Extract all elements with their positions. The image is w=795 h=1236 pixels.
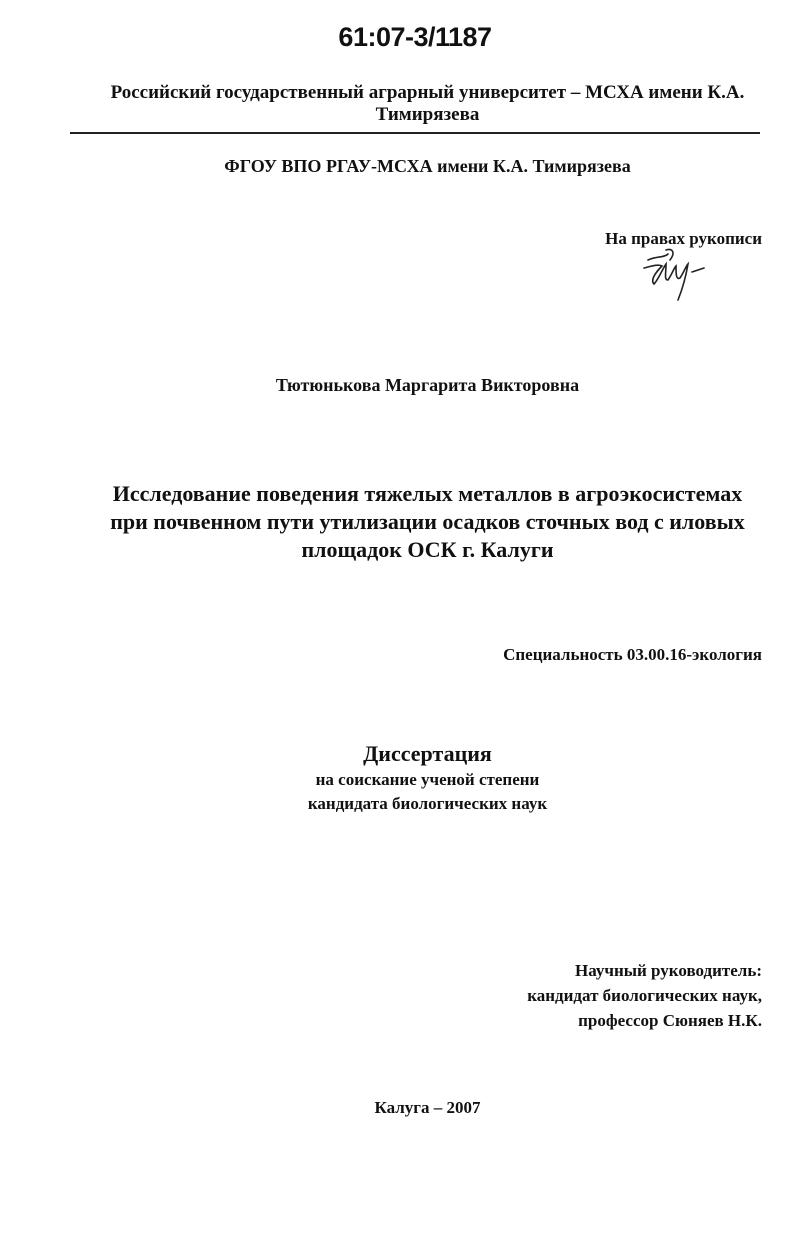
institution-name: ФГОУ ВПО РГАУ-МСХА имени К.А. Тимирязева bbox=[224, 156, 631, 176]
archive-code: 61:07-3/1187 bbox=[338, 22, 492, 52]
university-line-1: Российский государственный аграрный университет – МСХА имени К.А. bbox=[110, 82, 745, 103]
specialty: Специальность 03.00.16-экология bbox=[503, 645, 762, 664]
title-line: площадок ОСК г. Калуги bbox=[301, 537, 554, 562]
supervisor-degree: кандидат биологических наук, bbox=[527, 986, 762, 1005]
city-year: Калуга – 2007 bbox=[374, 1098, 481, 1117]
degree-sought bbox=[95, 768, 760, 816]
title-line: при почвенном пути утилизации осадков сточных вод с иловых bbox=[110, 509, 745, 534]
author-name: Тютюнькова Маргарита Викторовна bbox=[275, 375, 580, 395]
dissertation-heading: Диссертация bbox=[363, 741, 492, 766]
degree-line: на соискание ученой степени bbox=[315, 770, 540, 789]
degree-line: кандидата биологических наук bbox=[307, 794, 548, 813]
header-divider bbox=[70, 132, 760, 134]
supervisor-name: профессор Сюняев Н.К. bbox=[578, 1011, 762, 1030]
rights-note: На правах рукописи bbox=[605, 229, 762, 248]
title-line: Исследование поведения тяжелых металлов в агроэкосистемах bbox=[112, 481, 743, 506]
university-name bbox=[95, 82, 760, 126]
supervisor-label: Научный руководитель: bbox=[575, 961, 762, 980]
dissertation-title bbox=[95, 480, 760, 564]
supervisor-block bbox=[527, 958, 762, 1033]
university-line-2: Тимирязева bbox=[375, 104, 480, 125]
signature-image bbox=[636, 246, 716, 304]
